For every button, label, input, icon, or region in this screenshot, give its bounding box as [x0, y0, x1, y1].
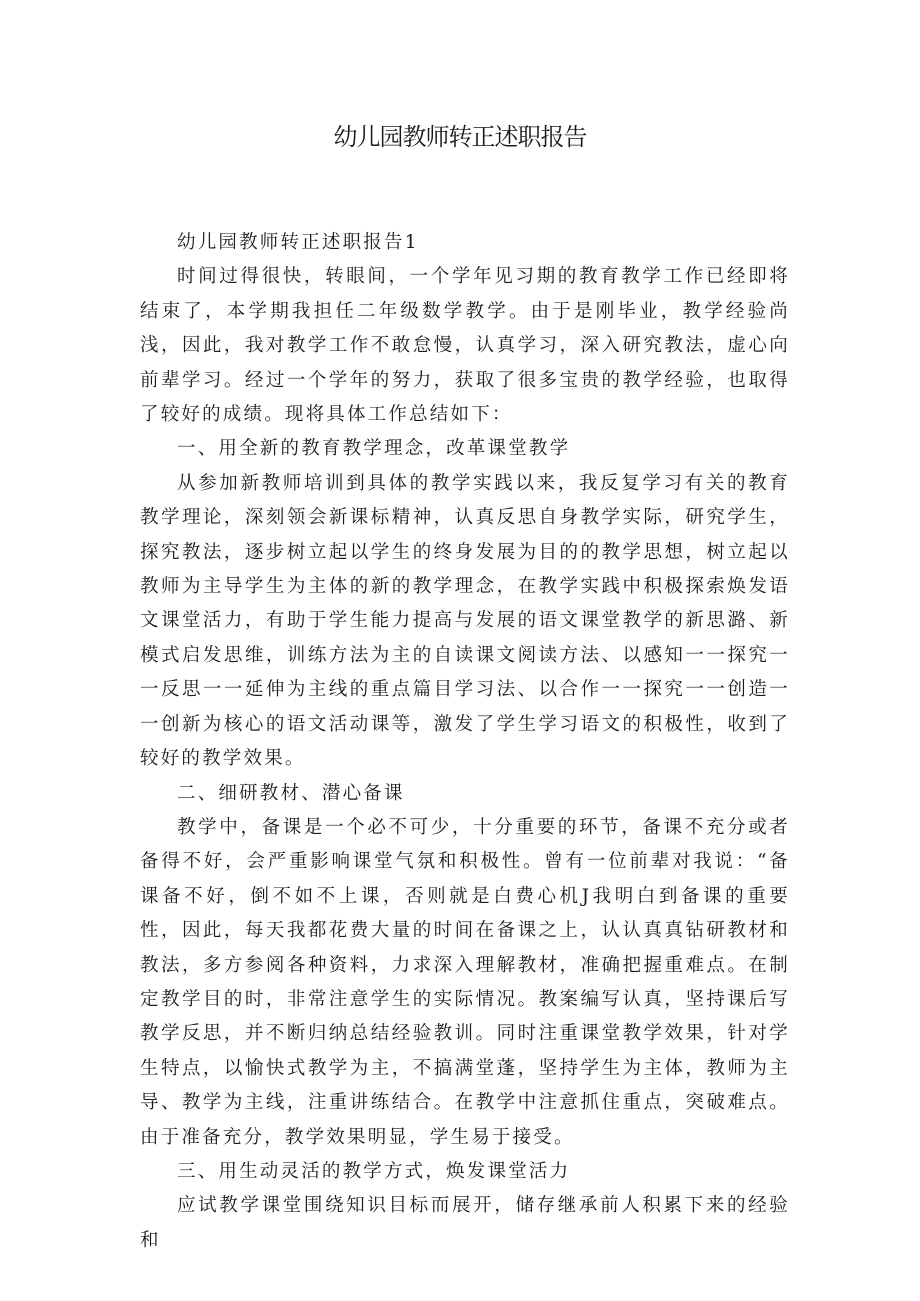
paragraph: 应试教学课堂围绕知识目标而展开，储存继承前人积累下来的经验和 — [140, 1195, 790, 1251]
section-heading: 三、用生动灵活的教学方式，焕发课堂活力 — [177, 1160, 571, 1182]
document-body — [140, 226, 790, 1258]
paragraph: 从参加新教师培训到具体的教学实践以来，我反复学习有关的教育教学理论，深刻领会新课标精神，认真反思自身教学实际，研究学生，探究教法，逐步树立起以学生的终身发展为目的的教学思想，树立起以教师为主导学生为主体的新的教学理念，在教学实践中积极探索焕发语文课堂活力，有助于学生能力提高与发展的语文课堂教学的新思潞、新模式启发思维，训练方法为主的自读课文阅读方法、以感知一一探究一一反思一一延伸为主线的重点篇目学习法、以合作一一探究一一创造一一创新为核心的语文活动课等，激发了学生学习语文的积极性，收到了较好的教学效果。 — [140, 472, 790, 770]
section-heading: 幼儿园教师转正述职报告1 — [177, 232, 419, 253]
paragraph: 教学中，备课是一个必不可少，十分重要的环节，备课不充分或者备得不好，会严重影响课堂气氛和积极性。曾有一位前辈对我说：“备课备不好，倒不如不上课，否则就是白费心机J我明白到备课的重要性，因此，每天我都花费大量的时间在备课之上，认认真真钻研教材和教法，多方参阅各种资料，力求深入理解教材，准确把握重难点。在制定教学目的时，非常注意学生的实际情况。教案编写认真，坚持课后写教学反思，并不断归纳总结经验教训。同时注重课堂教学效果，针对学生特点，以愉快式教学为主，不搞满堂蓬，坚持学生为主体，教师为主导、教学为主线，注重讲练结合。在教学中注意抓住重点，突破难点。由于准备充分，教学效果明显，学生易于接受。 — [140, 816, 790, 1148]
document-title: 幼儿园教师转正述职报告 — [333, 123, 587, 151]
paragraph: 时间过得很快，转眼间，一个学年见习期的教育教学工作已经即将结束了，本学期我担任二年级数学教学。由于是刚毕业，教学经验尚浅，因此，我对教学工作不敢怠慢，认真学习，深入研究教法，虚心向前辈学习。经过一个学年的努力，获取了很多宝贵的教学经验，也取得了较好的成绩。现将具体工作总结如下： — [140, 266, 790, 426]
section-heading: 二、细研教材、潜心备课 — [177, 782, 405, 804]
section-heading: 一、用全新的教育教学理念，改革课堂教学 — [177, 438, 571, 460]
